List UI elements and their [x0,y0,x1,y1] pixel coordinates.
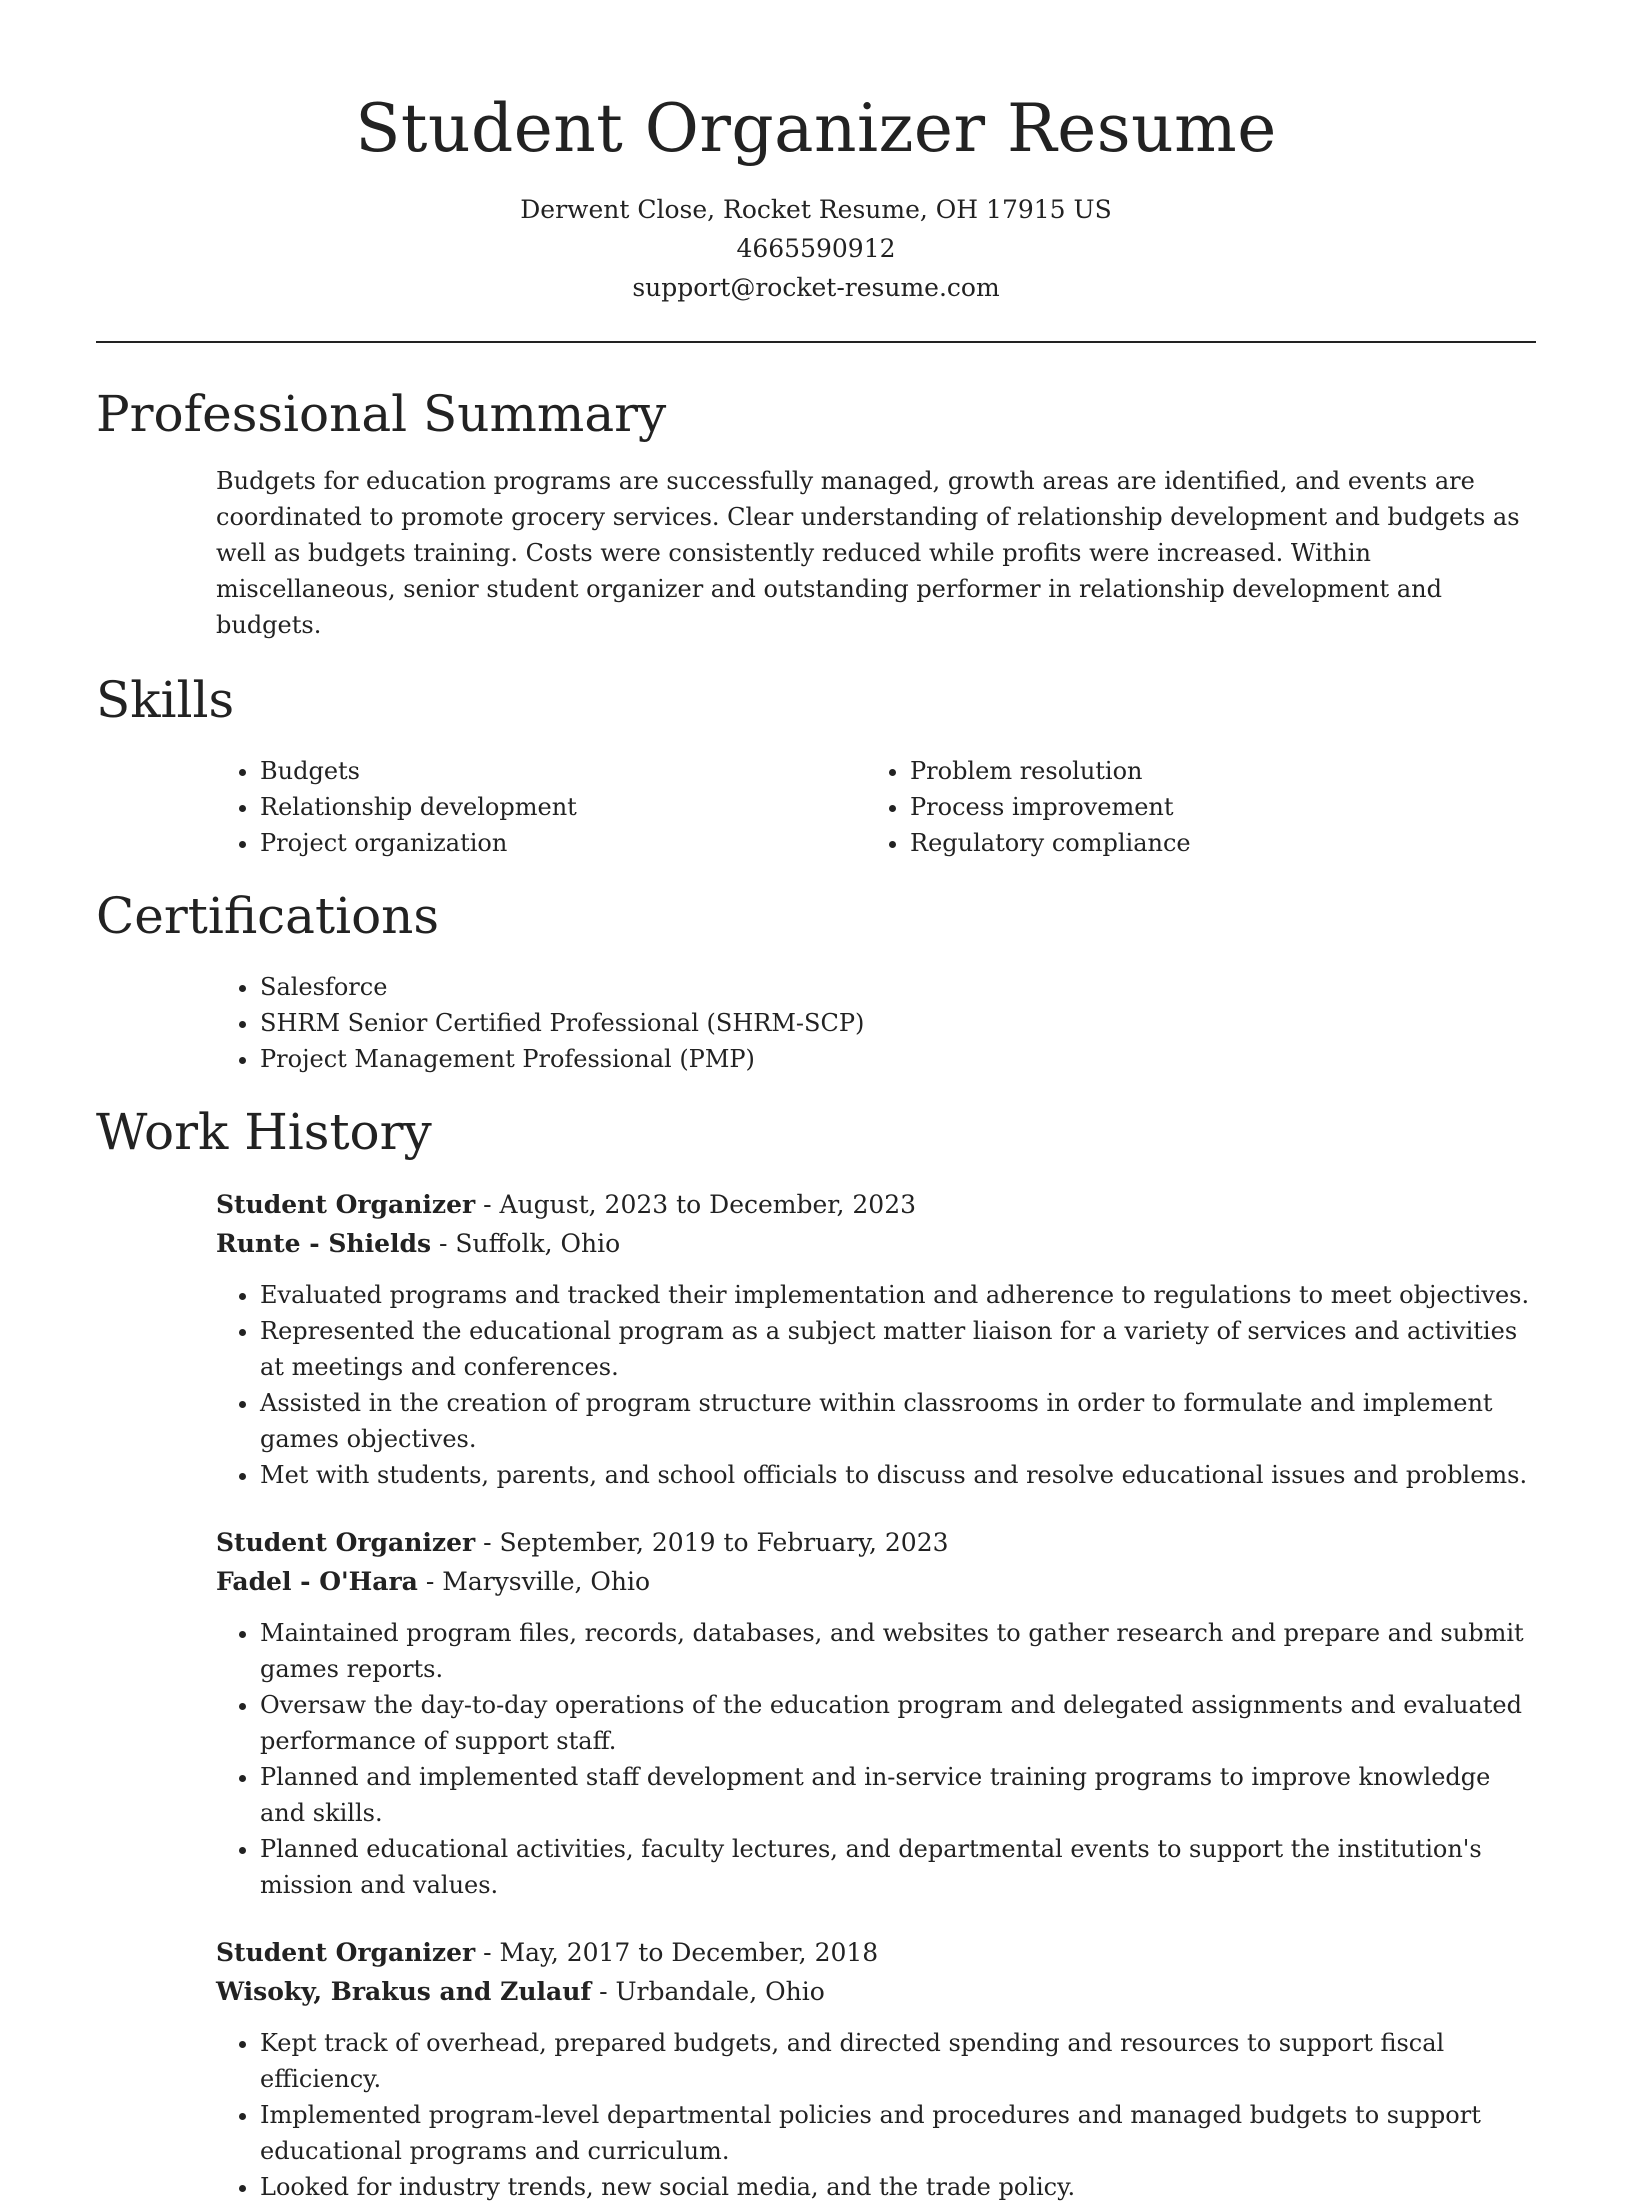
job-bullets [216,1615,1536,1903]
certifications-ul [216,969,1536,1077]
job-location: - Marysville, Ohio [417,1567,651,1596]
job-company: Runte - Shields [216,1229,432,1258]
summary-text: Budgets for education programs are successfully managed, growth areas are identified, and events are coordinated to promote grocery services. Clear understanding of relationship development and budgets as well as budgets training. Costs were consistently reduced while profits were increased. Within miscellaneous, senior student organizer and outstanding performer in relationship development and budgets. [216,467,1520,639]
job-bullet: • Assisted in the creation of program structure within classrooms in order to formulate and implement games objectives. [260,1385,1536,1457]
job-dates: - August, 2023 to December, 2023 [475,1190,917,1219]
job-title-line [216,1523,1536,1562]
resume-header [96,0,1536,307]
job-bullet: • Planned educational activities, faculty lectures, and departmental events to support the institution's mission and values. [260,1831,1536,1903]
job-title: Student Organizer [216,1938,476,1967]
job-location: - Suffolk, Ohio [431,1229,621,1258]
job-entry [216,1933,1536,2205]
skills-list [216,753,1536,861]
contact-address: Derwent Close, Rocket Resume, OH 17915 US [520,195,1112,224]
job-bullet: • Oversaw the day-to-day operations of the education program and delegated assignments and evaluated performance of support staff. [260,1687,1536,1759]
job-company-line [216,1562,1536,1601]
skills-column-left [216,753,866,861]
job-bullets [216,1277,1536,1493]
certification-item: • SHRM Senior Certified Professional (SHRM-SCP) [260,1005,1536,1041]
skill-item: • Project organization [260,825,866,861]
job-dates: - September, 2019 to February, 2023 [475,1528,949,1557]
skills-heading: Skills [96,671,235,729]
job-bullet: • Implemented program-level departmental policies and procedures and managed budgets to support educational programs and curriculum. [260,2097,1536,2169]
job-title: Student Organizer [216,1190,476,1219]
job-bullet: • Met with students, parents, and school officials to discuss and resolve educational issues and problems. [260,1457,1536,1493]
summary-heading: Professional Summary [96,385,667,443]
job-company: Wisoky, Brakus and Zulauf [216,1977,592,2006]
job-bullets [216,2025,1536,2205]
job-company-line [216,1972,1536,2011]
header-divider [96,341,1536,343]
skill-item: • Problem resolution [910,753,1516,789]
skill-item: • Budgets [260,753,866,789]
job-title-line [216,1933,1536,1972]
job-bullet: • Kept track of overhead, prepared budgets, and directed spending and resources to support fiscal efficiency. [260,2025,1536,2097]
job-dates: - May, 2017 to December, 2018 [475,1938,879,1967]
job-entry [216,1185,1536,1493]
certification-item: • Salesforce [260,969,1536,1005]
job-bullet: • Looked for industry trends, new social media, and the trade policy. [260,2169,1536,2205]
skills-column-right [866,753,1516,861]
job-bullet: • Evaluated programs and tracked their implementation and adherence to regulations to meet objectives. [260,1277,1536,1313]
job-bullet: • Represented the educational program as a subject matter liaison for a variety of services and activities at meetings and conferences. [260,1313,1536,1385]
skill-item: • Regulatory compliance [910,825,1516,861]
work-history-heading: Work History [96,1103,432,1161]
certification-item: • Project Management Professional (PMP) [260,1041,1536,1077]
job-location: - Urbandale, Ohio [591,1977,825,2006]
certifications-heading: Certifications [96,887,440,945]
job-entry [216,1523,1536,1903]
job-company: Fadel - O'Hara [216,1567,418,1596]
job-bullet: • Maintained program files, records, databases, and websites to gather research and prepare and submit games reports. [260,1615,1536,1687]
job-title: Student Organizer [216,1528,476,1557]
contact-phone: 4665590912 [736,234,896,263]
resume-page [96,0,1536,2201]
skill-item: • Process improvement [910,789,1516,825]
skill-item: • Relationship development [260,789,866,825]
contact-email: support@rocket-resume.com [632,273,1000,302]
certifications-list [216,969,1536,1077]
job-bullet: • Planned and implemented staff development and in-service training programs to improve knowledge and skills. [260,1759,1536,1831]
job-company-line [216,1224,1536,1263]
resume-title: Student Organizer Resume [355,90,1277,167]
job-title-line [216,1185,1536,1224]
